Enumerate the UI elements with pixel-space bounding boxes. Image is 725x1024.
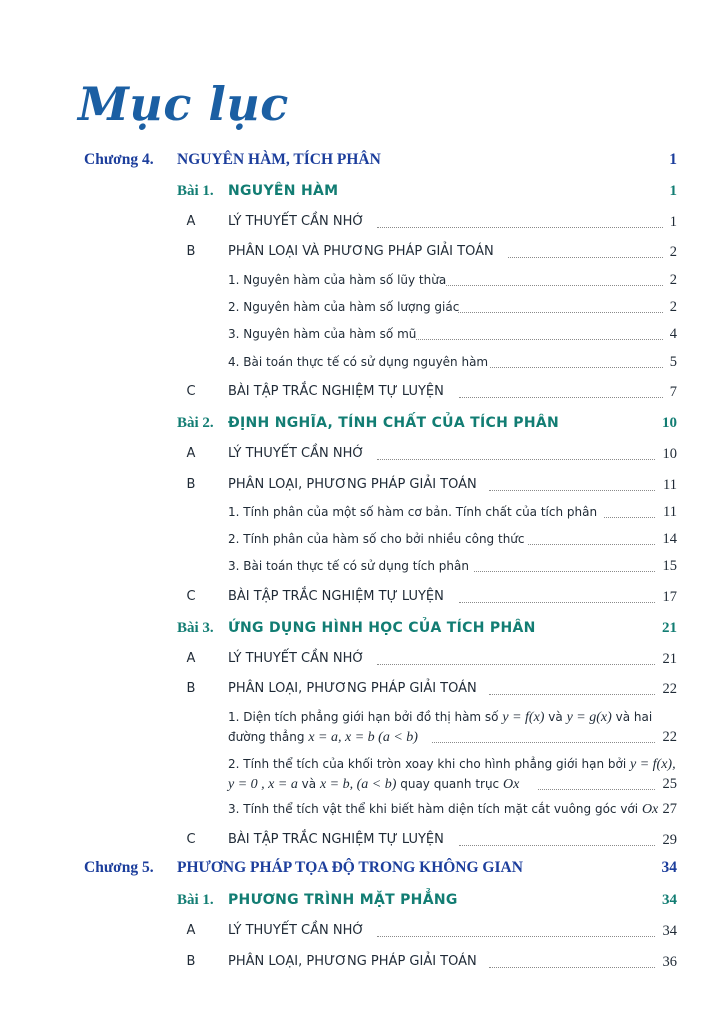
dot-leader [377, 936, 655, 937]
subsection-title: 2. Nguyên hàm của hàm số lượng giác [228, 300, 460, 314]
section-title: PHÂN LOẠI VÀ PHƯƠNG PHÁP GIẢI TOÁN [228, 244, 494, 259]
toc-subsection-3b1-line1[interactable] [0, 706, 725, 728]
subsection-title [228, 798, 658, 821]
toc-subsection-1b4[interactable] [0, 351, 725, 373]
text-fragment: và [548, 710, 563, 724]
toc-section-1c[interactable] [0, 381, 725, 403]
dot-leader [538, 789, 655, 790]
math-fragment: x = b, (a < b) [319, 777, 397, 792]
section-title: PHÂN LOẠI, PHƯƠNG PHÁP GIẢI TOÁN [228, 954, 477, 969]
toc-subsection-3b2-line1[interactable] [0, 753, 725, 775]
toc-subsection-2b3[interactable] [0, 555, 725, 577]
subsection-title: 1. Nguyên hàm của hàm số lũy thừa [228, 273, 447, 287]
page-number: 10 [662, 415, 677, 431]
dot-leader [459, 845, 655, 846]
subsection-title: 3. Nguyên hàm của hàm số mũ [228, 327, 417, 341]
section-title: PHÂN LOẠI, PHƯƠNG PHÁP GIẢI TOÁN [228, 681, 477, 696]
page-number: 34 [662, 923, 677, 939]
page-number: 2 [669, 299, 677, 315]
lesson-number: Bài 1. [177, 183, 214, 199]
subsection-title: 3. Bài toán thực tế có sử dụng tích phân [228, 559, 469, 573]
chapter-number: Chương 5. [84, 859, 154, 876]
dot-leader [508, 257, 663, 258]
math-fragment: y = g(x) [566, 710, 612, 725]
dot-leader [474, 571, 655, 572]
dot-leader [377, 664, 655, 665]
section-letter: C [186, 384, 196, 399]
math-fragment: x = a, x = b (a < b) [308, 730, 418, 745]
toc-section-51a[interactable] [0, 920, 725, 942]
section-title: LÝ THUYẾT CẦN NHỚ [228, 651, 365, 666]
text-fragment: 3. Tính thể tích vật thể khi biết hàm diện tích mặt cắt vuông góc với [228, 802, 639, 816]
dot-leader [459, 602, 655, 603]
chapter-title: NGUYÊN HÀM, TÍCH PHÂN [177, 151, 381, 168]
page-number: 22 [662, 729, 677, 745]
text-fragment: và [301, 777, 317, 791]
dot-leader [377, 227, 663, 228]
dot-leader [377, 459, 655, 460]
section-title: BÀI TẬP TRẮC NGHIỆM TỰ LUYỆN [228, 589, 444, 604]
page-number: 25 [662, 776, 677, 792]
page-number: 11 [663, 504, 677, 520]
text-fragment: đường thẳng [228, 730, 305, 744]
toc-chapter-5[interactable] [0, 857, 725, 879]
subsection-title: 4. Bài toán thực tế có sử dụng nguyên hàm [228, 355, 489, 369]
math-fragment: y = f(x) [502, 710, 545, 725]
math-fragment: Ox [502, 777, 520, 792]
toc-section-2a[interactable] [0, 443, 725, 465]
toc-section-1a[interactable] [0, 211, 725, 233]
toc-section-51b[interactable] [0, 951, 725, 973]
toc-lesson-1[interactable] [0, 180, 725, 202]
lesson-number: Bài 2. [177, 415, 214, 431]
lesson-title: ĐỊNH NGHĨA, TÍNH CHẤT CỦA TÍCH PHÂN [228, 415, 559, 431]
math-fragment: y = f(x), [630, 757, 676, 772]
chapter-number: Chương 4. [84, 151, 154, 168]
page-number: 21 [662, 620, 677, 636]
section-letter: B [186, 954, 196, 969]
toc-subsection-2b2[interactable] [0, 528, 725, 550]
page-number: 2 [669, 272, 677, 288]
page-number: 34 [661, 859, 677, 876]
section-letter: A [186, 446, 196, 461]
section-letter: A [186, 214, 196, 229]
toc-chapter-4[interactable] [0, 149, 725, 171]
dot-leader [528, 544, 655, 545]
dot-leader [446, 285, 663, 286]
page-number: 4 [669, 326, 677, 342]
lesson-title: PHƯƠNG TRÌNH MẶT PHẲNG [228, 892, 458, 908]
section-title: LÝ THUYẾT CẦN NHỚ [228, 446, 365, 461]
dot-leader [490, 367, 663, 368]
section-title: PHÂN LOẠI, PHƯƠNG PHÁP GIẢI TOÁN [228, 477, 477, 492]
dot-leader [489, 490, 655, 491]
page-number: 27 [662, 801, 677, 817]
toc-section-2c[interactable] [0, 586, 725, 608]
page-number: 1 [669, 183, 677, 199]
section-letter: B [186, 681, 196, 696]
toc-subsection-1b3[interactable] [0, 323, 725, 345]
lesson-number: Bài 1. [177, 892, 214, 908]
toc-subsection-2b1[interactable] [0, 501, 725, 523]
page-number: 14 [662, 531, 677, 547]
toc-section-1b[interactable] [0, 241, 725, 263]
dot-leader [604, 517, 655, 518]
toc-subsection-3b2-line2[interactable] [0, 773, 725, 795]
section-letter: B [186, 244, 196, 259]
subsection-title-continued [228, 726, 418, 749]
toc-section-3c[interactable] [0, 829, 725, 851]
section-letter: B [186, 477, 196, 492]
page-number: 34 [662, 892, 677, 908]
toc-lesson-2[interactable] [0, 412, 725, 434]
toc-subsection-3b1-line2[interactable] [0, 726, 725, 748]
section-title: LÝ THUYẾT CẦN NHỚ [228, 923, 365, 938]
lesson-number: Bài 3. [177, 620, 214, 636]
toc-section-2b[interactable] [0, 474, 725, 496]
dot-leader [459, 397, 663, 398]
lesson-title: NGUYÊN HÀM [228, 183, 339, 199]
toc-subsection-1b2[interactable] [0, 296, 725, 318]
page-number: 15 [662, 558, 677, 574]
toc-subsection-1b1[interactable] [0, 269, 725, 291]
section-letter: A [186, 651, 196, 666]
dot-leader [489, 967, 655, 968]
dot-leader [432, 742, 655, 743]
subsection-title: 2. Tính phân của hàm số cho bởi nhiều công thức [228, 532, 525, 546]
lesson-title: ỨNG DỤNG HÌNH HỌC CỦA TÍCH PHÂN [228, 620, 536, 636]
chapter-title: PHƯƠNG PHÁP TỌA ĐỘ TRONG KHÔNG GIAN [177, 859, 523, 876]
section-title: BÀI TẬP TRẮC NGHIỆM TỰ LUYỆN [228, 832, 444, 847]
text-fragment: quay quanh trục [400, 777, 500, 791]
section-title: BÀI TẬP TRẮC NGHIỆM TỰ LUYỆN [228, 384, 444, 399]
page-title: Mục lục [78, 77, 289, 131]
section-letter: A [186, 923, 196, 938]
page-number: 2 [669, 244, 677, 260]
toc-lesson-3[interactable] [0, 617, 725, 639]
page-number: 1 [669, 214, 677, 230]
text-fragment: và hai [615, 710, 653, 724]
text-fragment: 2. Tính thể tích của khối tròn xoay khi cho hình phẳng giới hạn bởi [228, 757, 627, 771]
math-fragment: Ox [641, 802, 659, 817]
dot-leader [416, 339, 663, 340]
page-number: 22 [662, 681, 677, 697]
toc-section-3a[interactable] [0, 648, 725, 670]
page-number: 17 [662, 589, 677, 605]
page-number: 1 [669, 151, 677, 168]
page-number: 36 [662, 954, 677, 970]
toc-section-3b[interactable] [0, 678, 725, 700]
page-number: 21 [662, 651, 677, 667]
toc-chapter5-lesson-1[interactable] [0, 889, 725, 911]
page-number: 29 [662, 832, 677, 848]
toc-subsection-3b3[interactable] [0, 798, 725, 820]
page-number: 10 [662, 446, 677, 462]
section-title: LÝ THUYẾT CẦN NHỚ [228, 214, 365, 229]
section-letter: C [186, 589, 196, 604]
subsection-title: 1. Tính phân của một số hàm cơ bản. Tính chất của tích phân [228, 505, 598, 519]
math-fragment: y = 0 , x = a [228, 777, 298, 792]
text-fragment: 1. Diện tích phẳng giới hạn bởi đồ thị hàm số [228, 710, 499, 724]
dot-leader [489, 694, 655, 695]
dot-leader [458, 312, 663, 313]
page-number: 7 [669, 384, 677, 400]
page-number: 5 [669, 354, 677, 370]
page-number: 11 [663, 477, 677, 493]
subsection-title-continued [228, 773, 519, 796]
section-letter: C [186, 832, 196, 847]
